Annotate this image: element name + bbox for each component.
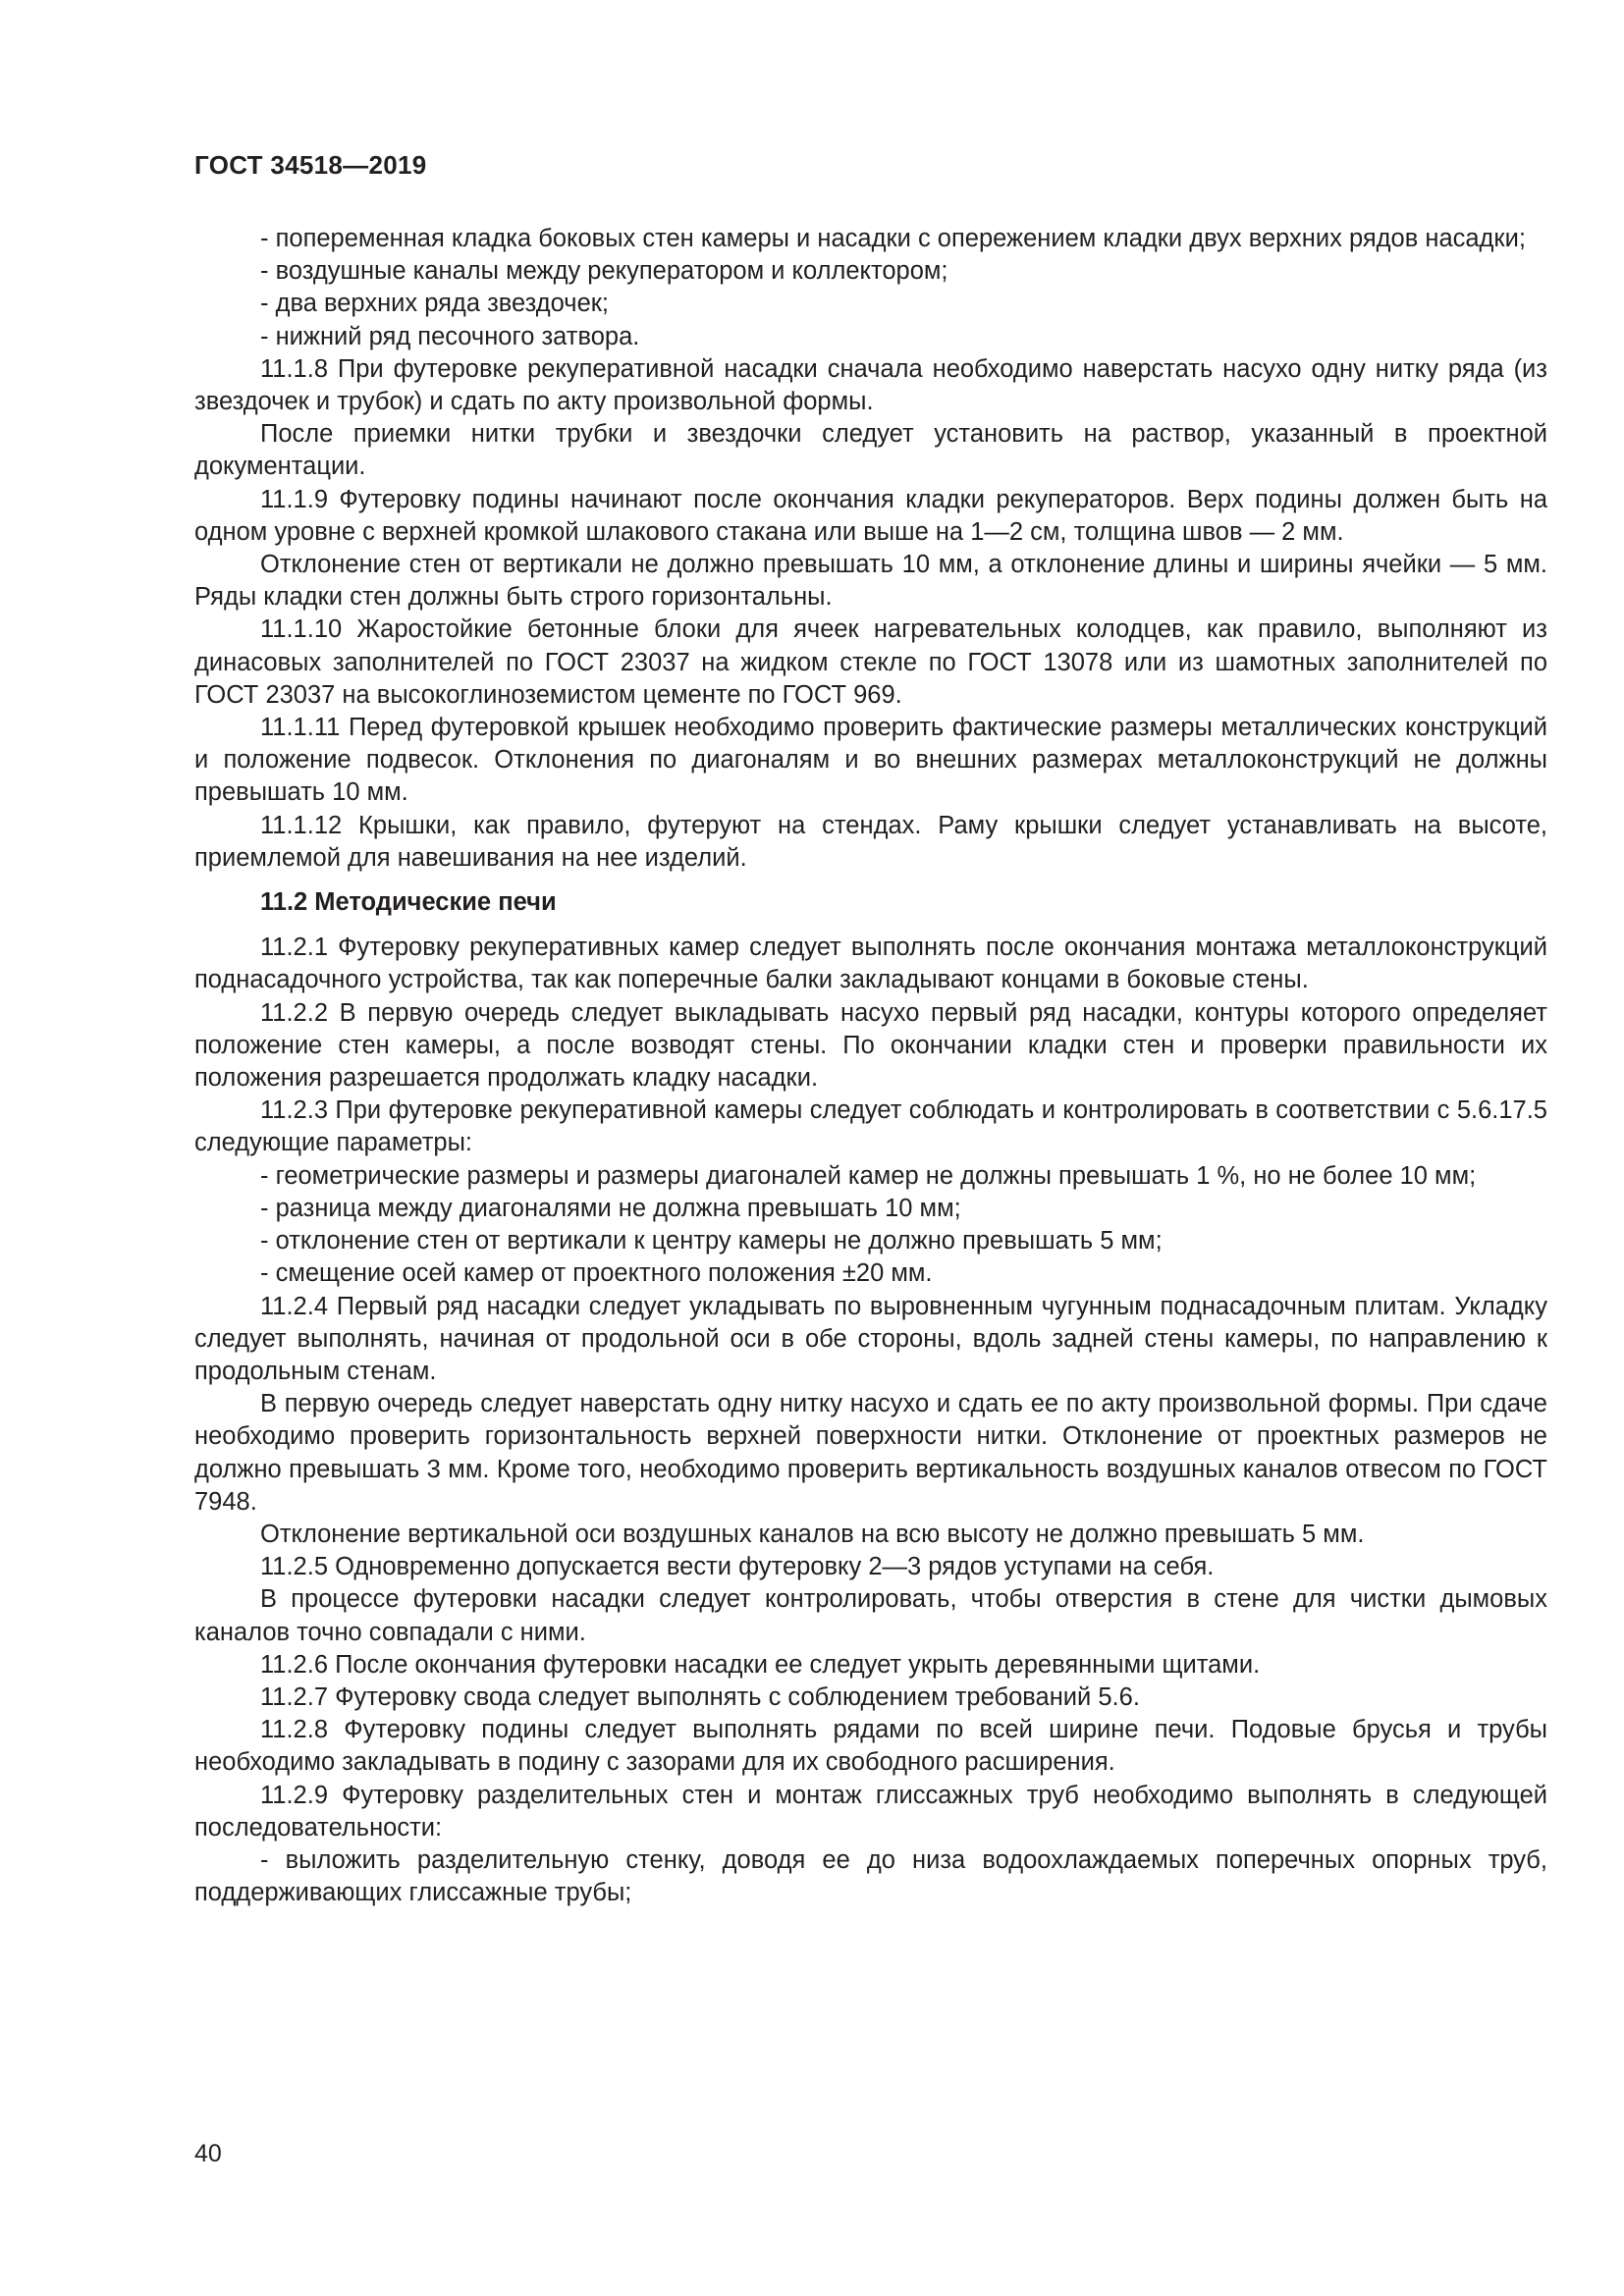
paragraph: - геометрические размеры и размеры диагоналей камер не должны превышать 1 %, но не более 10 мм; [260,1161,1477,1190]
paragraph: 11.2.4 Первый ряд насадки следует укладывать по выровненным чугунным поднасадочным плитам. Укладку следует выполнять, начиная от продольной оси в обе стороны, вдоль задней стены камеры, по направлению к продольным стенам. [194,1292,1547,1385]
paragraph: 11.1.8 При футеровке рекуперативной насадки сначала необходимо наверстать насухо одну нитку ряда (из звездочек и трубок) и сдать по акту произвольной формы. [194,354,1547,416]
paragraph: 11.2.9 Футеровку разделительных стен и монтаж глиссажных труб необходимо выполнять в следующей последовательности: [194,1781,1547,1842]
paragraph: 11.2.5 Одновременно допускается вести футеровку 2—3 рядов уступами на себя. [260,1553,1215,1581]
paragraph: 11.2.3 При футеровке рекуперативной камеры следует соблюдать и контролировать в соответствии с 5.6.17.5 следующие параметры: [194,1096,1547,1157]
section-heading: 11.2 Методические печи [260,888,557,917]
paragraph: После приемки нитки трубки и звездочки следует установить на раствор, указанный в проектной документации. [194,420,1547,481]
paragraph: В первую очередь следует наверстать одну нитку насухо и сдать ее по акту произвольной формы. При сдаче необходимо проверить горизонтальность верхней поверхности нитки. Отклонение от проектных размеров не должно превышать 3 мм. Кроме того, необходимо проверить вертикальность воздушных каналов отвесом по ГОСТ 7948. [194,1390,1547,1516]
paragraph: 11.2.1 Футеровку рекуперативных камер следует выполнять после окончания монтажа металлоконструкций поднасадочного устройства, так как поперечные балки закладывают концами в боковые стены. [194,934,1547,994]
paragraph: - разница между диагоналями не должна превышать 10 мм; [260,1194,961,1222]
paragraph: 11.2.2 В первую очередь следует выкладывать насухо первый ряд насадки, контуры которого определяет положение стен камеры, а после возводят стены. По окончании кладки стен и проверки правильности их положения разрешается продолжать кладку насадки. [194,998,1547,1093]
paragraph: 11.2.8 Футеровку подины следует выполнять рядами по всей ширине печи. Подовые брусья и трубы необходимо закладывать в подину с зазорами для их свободного расширения. [194,1716,1547,1777]
document-body [194,223,1547,1909]
paragraph: 11.1.11 Перед футеровкой крышек необходимо проверить фактические размеры металлических конструкций и положение подвесок. Отклонения по диагоналям и во внешних размерах металлоконструкций не должны превышать 10 мм. [194,714,1547,807]
paragraph: - нижний ряд песочного затвора. [260,322,640,350]
paragraph: - попеременная кладка боковых стен камеры и насадки с опережением кладки двух верхних рядов насадки; [260,225,1526,252]
paragraph: 11.1.10 Жаростойкие бетонные блоки для ячеек нагревательных колодцев, как правило, выполняют из динасовых заполнителей по ГОСТ 23037 на жидком стекле по ГОСТ 13078 или из шамотных заполнителей по ГОСТ 23037 на высокоглиноземистом цементе по ГОСТ 969. [194,615,1547,709]
document-header: ГОСТ 34518—2019 [194,150,427,180]
paragraph: - отклонение стен от вертикали к центру камеры не должно превышать 5 мм; [260,1227,1163,1255]
paragraph: - выложить разделительную стенку, доводя ее до низа водоохлаждаемых поперечных опорных труб, поддерживающих глиссажные трубы; [194,1845,1547,1907]
paragraph: 11.1.12 Крышки, как правило, футеруют на стендах. Раму крышки следует устанавливать на высоте, приемлемой для навешивания на нее изделий. [194,811,1547,872]
paragraph: - два верхних ряда звездочек; [260,290,609,318]
paragraph: 11.2.6 После окончания футеровки насадки ее следует укрыть деревянными щитами. [260,1650,1261,1679]
paragraph: - воздушные каналы между рекуператором и коллектором; [260,257,948,286]
paragraph: - смещение осей камер от проектного положения ±20 мм. [260,1259,933,1288]
paragraph: Отклонение стен от вертикали не должно превышать 10 мм, а отклонение длины и ширины ячейки — 5 мм. Ряды кладки стен должны быть строго горизонтальны. [194,551,1547,612]
paragraph: В процессе футеровки насадки следует контролировать, чтобы отверстия в стене для чистки дымовых каналов точно совпадали с ними. [194,1585,1547,1646]
page-number: 40 [194,2140,222,2167]
paragraph: Отклонение вертикальной оси воздушных каналов на всю высоту не должно превышать 5 мм. [260,1520,1365,1548]
paragraph: 11.1.9 Футеровку подины начинают после окончания кладки рекуператоров. Верх подины должен быть на одном уровне с верхней кромкой шлакового стакана или выше на 1—2 см, толщина швов — 2 мм. [194,485,1547,546]
paragraph: 11.2.7 Футеровку свода следует выполнять с соблюдением требований 5.6. [260,1682,1140,1711]
